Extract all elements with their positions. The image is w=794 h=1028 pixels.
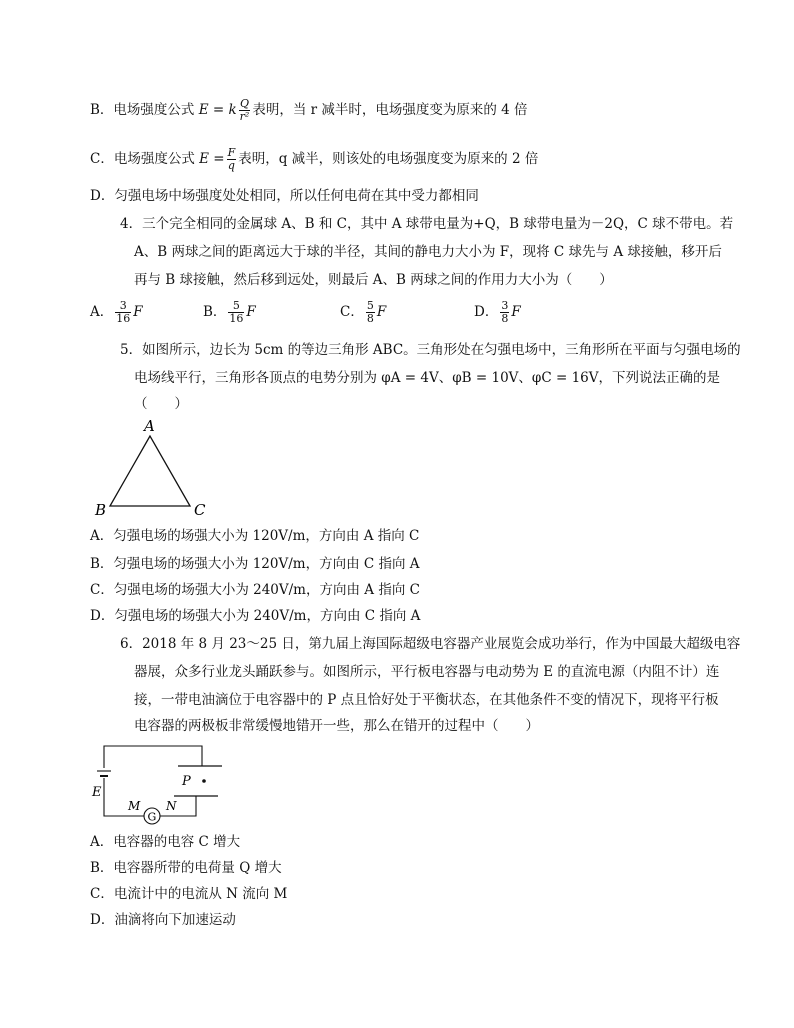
option-suffix: F bbox=[133, 304, 143, 320]
q5-stem-line3: （ ） bbox=[134, 396, 188, 412]
q6-stem-line4: 电容器的两极板非常缓慢地错开一些，那么在错开的过程中（ ） bbox=[134, 718, 539, 734]
q5-option-b: B．匀强电场的场强大小为 120V/m，方向由 C 指向 A bbox=[90, 556, 420, 572]
q4-option-a bbox=[90, 300, 143, 325]
fraction-denominator: 8 bbox=[501, 312, 509, 325]
q5-option-a: A．匀强电场的场强大小为 120V/m，方向由 A 指向 C bbox=[90, 528, 420, 544]
q6-stem-line2: 器展，众多行业龙头踊跃参与。如图所示，平行板电容器与电动势为 E 的直流电源（内阻不计）连 bbox=[134, 664, 720, 680]
fraction-numerator: 3 bbox=[501, 299, 509, 312]
fraction-denominator: 8 bbox=[366, 312, 374, 325]
triangle-abc-diagram bbox=[92, 416, 222, 520]
q3-option-b-prefix: B．电场强度公式 bbox=[90, 102, 195, 118]
option-fraction bbox=[228, 300, 244, 325]
q3-option-c-prefix: C．电场强度公式 bbox=[90, 151, 195, 167]
q4-stem-line2: A、B 两球之间的距离远大于球的半径，其间的静电力大小为 F，现将 C 球先与 A 球接触，移开后 bbox=[134, 244, 722, 260]
q6-option-a: A．电容器的电容 C 增大 bbox=[90, 834, 241, 850]
option-suffix: F bbox=[246, 304, 256, 320]
vertex-b-label: B bbox=[95, 501, 107, 519]
fraction-denominator: 16 bbox=[229, 312, 244, 325]
option-fraction bbox=[115, 300, 131, 325]
q6-stem-line1: 6．2018 年 8 月 23～25 日，第九届上海国际超级电容器产业展览会成功举行，作为中国最大超级电容 bbox=[120, 636, 741, 652]
label-m: M bbox=[128, 799, 141, 813]
fraction-denominator: 16 bbox=[116, 312, 131, 325]
q3-option-c bbox=[90, 147, 538, 172]
q3-option-b bbox=[90, 98, 528, 123]
label-n: N bbox=[166, 799, 177, 813]
q6-option-c: C．电流计中的电流从 N 流向 M bbox=[90, 886, 288, 902]
circuit-top-wire bbox=[104, 746, 202, 768]
option-fraction bbox=[500, 300, 509, 325]
q3-option-b-fraction bbox=[239, 98, 251, 123]
option-label: B． bbox=[203, 304, 227, 320]
option-label: D． bbox=[474, 304, 499, 320]
fraction-numerator: 5 bbox=[366, 299, 374, 312]
fraction-denominator: q bbox=[227, 159, 235, 172]
q4-option-c bbox=[340, 300, 386, 325]
vertex-a-label: A bbox=[144, 417, 155, 435]
q5-option-c: C．匀强电场的场强大小为 240V/m，方向由 A 指向 C bbox=[90, 582, 420, 598]
q5-stem-line2: 电场线平行，三角形各顶点的电势分别为 φA = 4V、φB = 10V、φC = 16V，下列说法正确的是 bbox=[134, 370, 721, 386]
fraction-numerator: Q bbox=[239, 97, 249, 110]
q4-stem-line1: 4．三个完全相同的金属球 A、B 和 C，其中 A 球带电量为+Q，B 球带电量为－2Q，C 球不带电。若 bbox=[120, 216, 734, 232]
q3-option-b-text: 表明，当 r 减半时，电场强度变为原来的 4 倍 bbox=[252, 102, 528, 118]
battery-label-e: E bbox=[92, 785, 102, 800]
q4-option-d bbox=[474, 300, 521, 325]
point-p-label: P bbox=[182, 774, 191, 789]
q3-option-d: D．匀强电场中场强度处处相同，所以任何电荷在其中受力都相同 bbox=[90, 188, 479, 204]
q4-stem-line3: 再与 B 球接触，然后移到远处，则最后 A、B 两球之间的作用力大小为（ ） bbox=[134, 272, 613, 288]
q3-option-b-formula: E = k bbox=[198, 102, 237, 118]
q5-option-d: D．匀强电场的场强大小为 240V/m，方向由 C 指向 A bbox=[90, 608, 421, 624]
q6-option-d: D．油滴将向下加速运动 bbox=[90, 912, 236, 928]
fraction-denominator: r² bbox=[239, 110, 250, 123]
q5-stem-line1: 5．如图所示，边长为 5cm 的等边三角形 ABC。三角形处在匀强电场中，三角形所在平面与匀强电场的 bbox=[120, 342, 741, 358]
fraction-numerator: F bbox=[227, 146, 236, 159]
option-label: C． bbox=[340, 304, 364, 320]
fraction-numerator: 3 bbox=[115, 300, 131, 313]
fraction-numerator: 5 bbox=[228, 300, 244, 313]
q6-stem-line3: 接，一带电油滴位于电容器中的 P 点且恰好处于平衡状态，在其他条件不变的情况下，现将平行板 bbox=[134, 692, 719, 708]
q3-option-c-fraction bbox=[227, 147, 237, 172]
option-suffix: F bbox=[511, 304, 521, 320]
triangle-abc bbox=[110, 436, 190, 506]
option-fraction bbox=[366, 300, 375, 325]
q3-option-c-formula: E = bbox=[199, 151, 225, 167]
q4-option-b bbox=[203, 300, 256, 325]
q6-option-b: B．电容器所带的电荷量 Q 增大 bbox=[90, 860, 282, 876]
q3-option-c-text: 表明，q 减半，则该处的电场强度变为原来的 2 倍 bbox=[238, 151, 539, 167]
galvanometer-label: G bbox=[147, 810, 157, 824]
option-suffix: F bbox=[376, 304, 387, 320]
capacitor-circuit-diagram bbox=[88, 740, 228, 826]
vertex-c-label: C bbox=[194, 501, 206, 519]
oil-drop-dot bbox=[202, 779, 206, 783]
option-label: A． bbox=[90, 304, 114, 320]
